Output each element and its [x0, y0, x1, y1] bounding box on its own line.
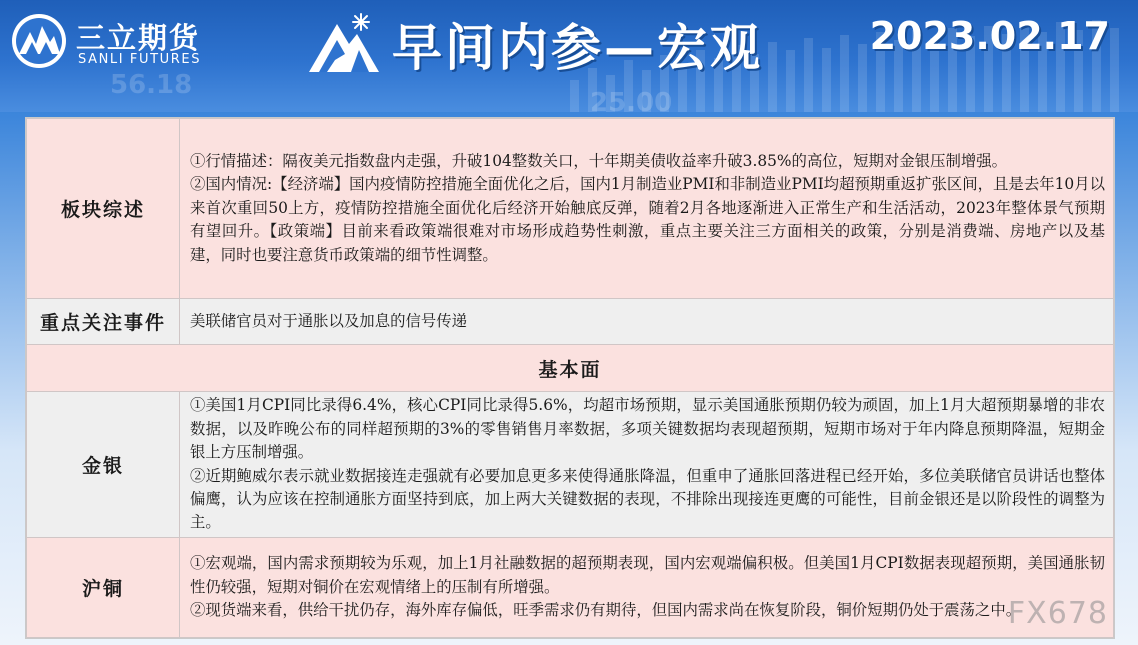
- background-number: 25.00: [590, 88, 673, 112]
- row-label-gold-silver: 金银: [27, 392, 180, 538]
- gold-silver-paragraph: ①美国1月CPI同比录得6.4%，核心CPI同比录得5.6%，均超市场预期，显示美国通胀预期仍较为顽固，加上1月大超预期暴增的非农数据，以及昨晚公布的同样超预期的3%的零售销售月率数据，多项关键数据均表现超预期，短期市场对于年内降息预期降温，短期金银上方压制增强。: [190, 396, 1105, 462]
- mountain-snowflake-icon: [305, 10, 383, 76]
- report-table: [25, 117, 1115, 639]
- report-title: 早间内参—宏观: [392, 19, 763, 77]
- row-label-overview: 板块综述: [27, 119, 180, 299]
- table-row-section-title: [27, 345, 1114, 392]
- overview-paragraph: ①行情描述：隔夜美元指数盘内走强，升破104整数关口，十年期美债收益率升破3.85%的高位，短期对金银压制增强。: [190, 151, 1008, 170]
- copper-paragraph: ②现货端来看，供给干扰仍存，海外库存偏低，旺季需求仍有期待，但国内需求尚在恢复阶段，铜价短期仍处于震荡之中。: [190, 601, 1022, 620]
- sanli-logo-icon: [10, 12, 68, 70]
- report-header: [0, 0, 1138, 112]
- row-content-overview: [180, 119, 1114, 299]
- report-date: 2023.02.17: [869, 14, 1110, 58]
- table-row-gold-silver: [27, 392, 1114, 538]
- section-title: 基本面: [27, 345, 1114, 392]
- table-row-copper: [27, 538, 1114, 638]
- background-number: 56.18: [110, 70, 193, 100]
- watermark: FX678: [1007, 596, 1108, 631]
- row-content-copper: [180, 538, 1114, 638]
- overview-paragraph: ②国内情况:【经济端】国内疫情防控措施全面优化之后，国内1月制造业PMI和非制造业PMI均超预期重返扩张区间，且是去年10月以来首次重回50上方，疫情防控措施全面优化后经济开始触底反弹，随着2月各地逐渐进入正常生产和生活活动，2023年整体景气预期有望回升。【政策端】目前来看政策端很难对市场形成趋势性刺激，重点主要关注三方面相关的政策，分别是消费端、房地产以及基建，同时也要注意货币政策端的细节性调整。: [190, 175, 1105, 264]
- table-row-overview: [27, 119, 1114, 299]
- row-label-copper: 沪铜: [27, 538, 180, 638]
- copper-paragraph: ①宏观端，国内需求预期较为乐观，加上1月社融数据的超预期表现，国内宏观端偏积极。但美国1月CPI数据表现超预期，美国通胀韧性仍较强，短期对铜价在宏观情绪上的压制有所增强。: [190, 554, 1105, 596]
- row-content-events: 美联储官员对于通胀以及加息的信号传递: [180, 299, 1114, 345]
- gold-silver-paragraph: ②近期鲍威尔表示就业数据接连走强就有必要加息更多来使得通胀降温，但重申了通胀回落进程已经开始，多位美联储官员讲话也整体偏鹰，认为应该在控制通胀方面坚持到底，加上两大关键数据的表现，不排除出现接连更鹰的可能性，目前金银还是以阶段性的调整为主。: [190, 466, 1105, 532]
- row-content-gold-silver: [180, 392, 1114, 538]
- company-name-cn: 三立期货: [76, 21, 201, 55]
- table-row-events: [27, 299, 1114, 345]
- company-name-en: SANLI FUTURES: [78, 52, 202, 67]
- row-label-events: 重点关注事件: [27, 299, 180, 345]
